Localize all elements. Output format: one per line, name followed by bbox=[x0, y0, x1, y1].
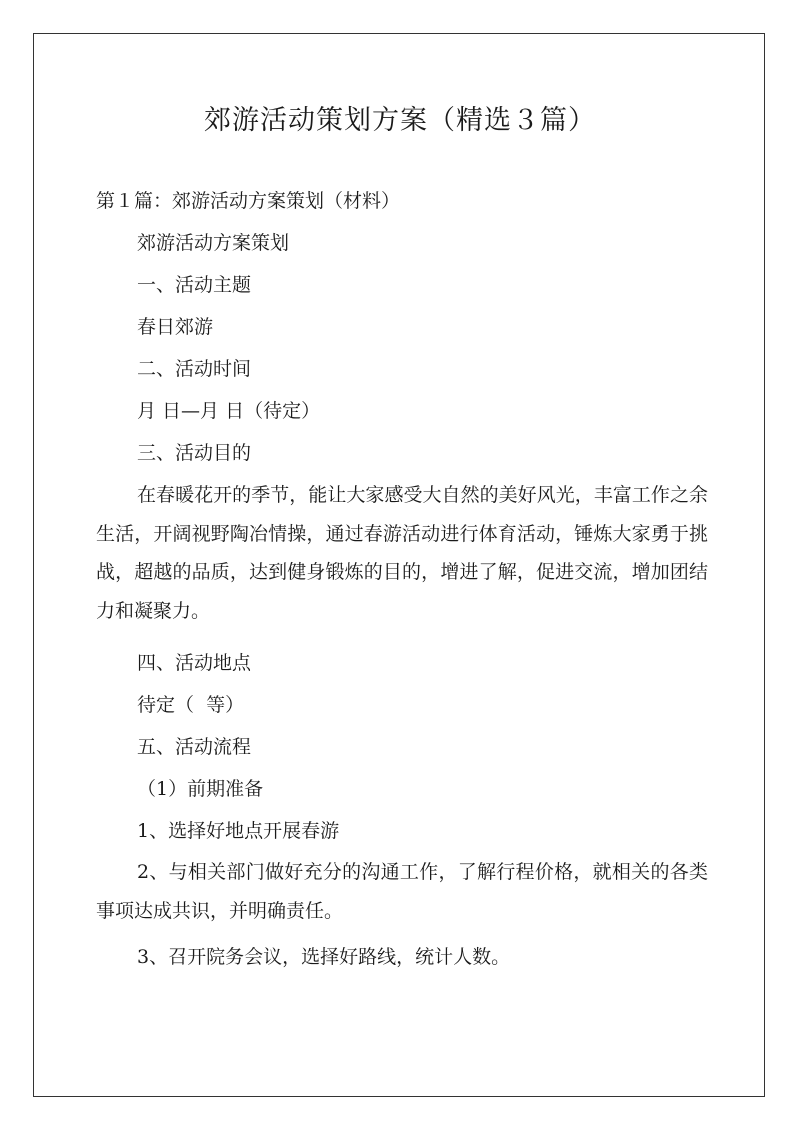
heading-location: 四、活动地点 bbox=[137, 652, 252, 674]
theme-text: 春日郊游 bbox=[137, 316, 214, 338]
heading-purpose: 三、活动目的 bbox=[137, 442, 252, 464]
list-item-3: 3、召开院务会议，选择好路线，统计人数。 bbox=[137, 946, 511, 968]
step-heading: （1）前期准备 bbox=[137, 778, 264, 800]
heading-theme: 一、活动主题 bbox=[137, 274, 252, 296]
heading-process: 五、活动流程 bbox=[137, 736, 252, 758]
purpose-paragraph: 在春暖花开的季节，能让大家感受大自然的美好风光，丰富工作之余生活，开阔视野陶冶情操，通过春游活动进行体育活动，锤炼大家勇于挑战，超越的品质，达到健身锻炼的目的，增进了解，促进交流，增加团结力和凝聚力。 bbox=[96, 484, 708, 622]
document-subtitle: 郊游活动方案策划 bbox=[137, 232, 290, 254]
section-heading: 第１篇：郊游活动方案策划（材料） bbox=[96, 190, 401, 212]
heading-time: 二、活动时间 bbox=[137, 358, 252, 380]
list-item-2: 2、与相关部门做好充分的沟通工作，了解行程价格，就相关的各类事项达成共识，并明确责任。 bbox=[96, 861, 708, 922]
location-text: 待定（ 等） bbox=[137, 694, 245, 716]
list-item-1: 1、选择好地点开展春游 bbox=[137, 820, 340, 842]
document-title: 郊游活动策划方案（精选３篇） bbox=[204, 105, 596, 136]
time-text: 月 日—月 日（待定） bbox=[137, 400, 321, 422]
